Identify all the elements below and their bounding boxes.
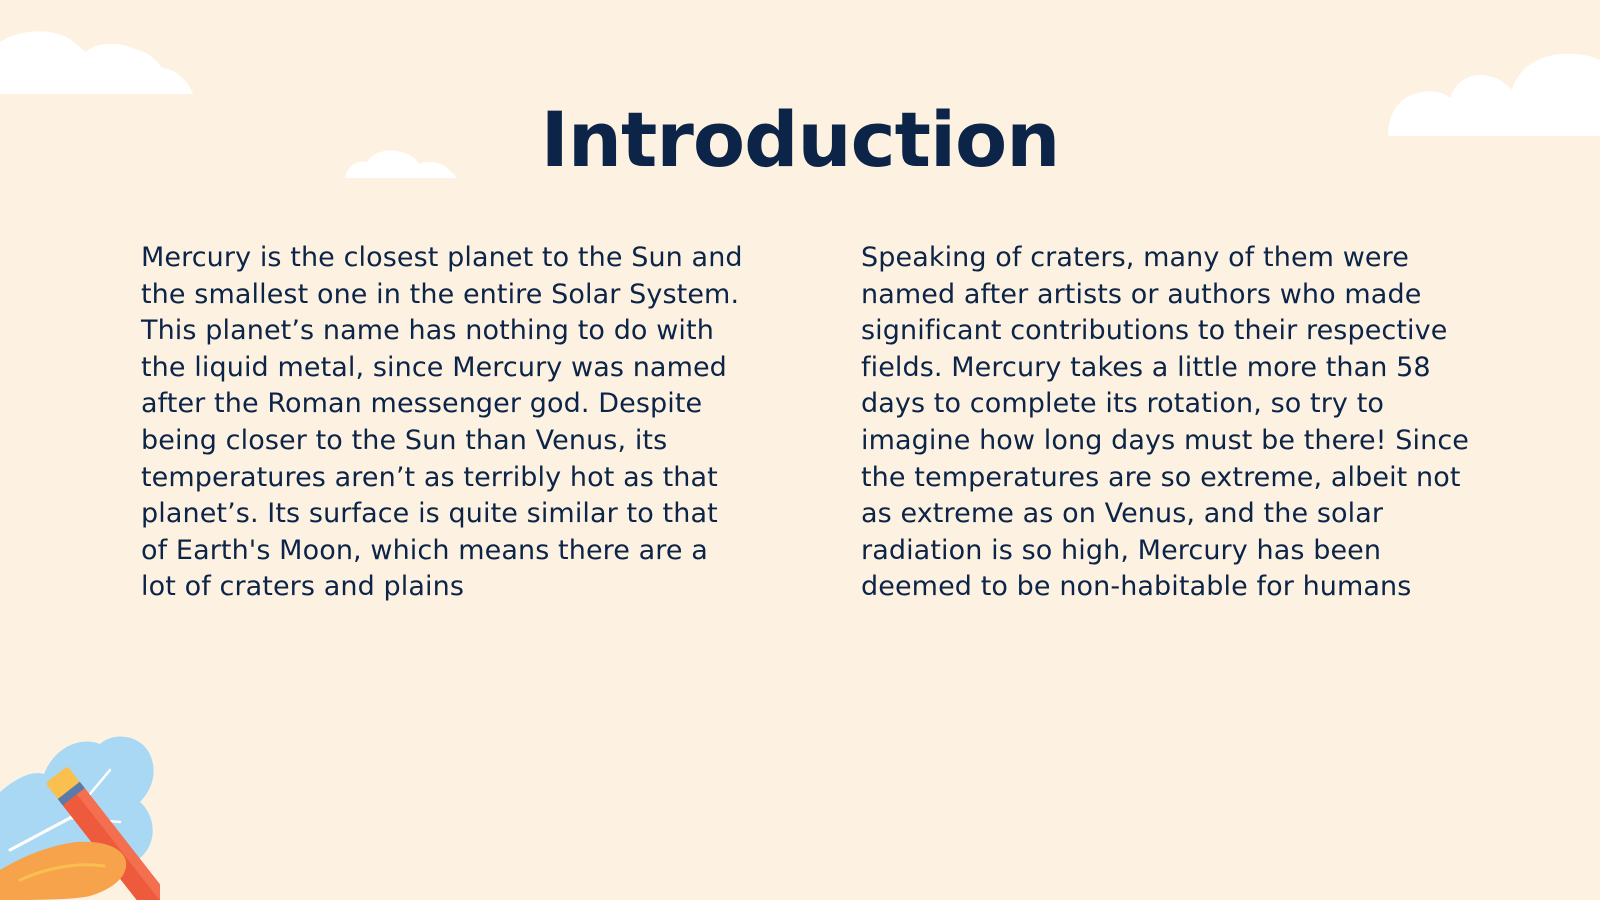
body-text-right: Speaking of craters, many of them were named after artists or authors who made significant contributions to their respective fields. Mercury takes a little more than 58 days to complete its rotation, so try to imagine how long days must be there! Since the temperatures are so extreme, albeit not as extreme as on Venus, and the solar radiation is so high, Mercury has been deemed to be non-habitable for humans: [861, 242, 1469, 603]
cloud-icon: [0, 28, 195, 96]
pencil-leaf-illustration-icon: [0, 730, 160, 900]
slide-title: Introduction: [540, 95, 1060, 184]
body-text-left: Mercury is the closest planet to the Sun and the smallest one in the entire Solar System. This planet’s name has nothing to do with the liquid metal, since Mercury was named after the Roman messenger god. Despite being closer to the Sun than Venus, its temperatures aren’t as terribly hot as that planet’s. Its surface is quite similar to that of Earth's Moon, which means there are a lot of craters and plains: [141, 242, 743, 603]
